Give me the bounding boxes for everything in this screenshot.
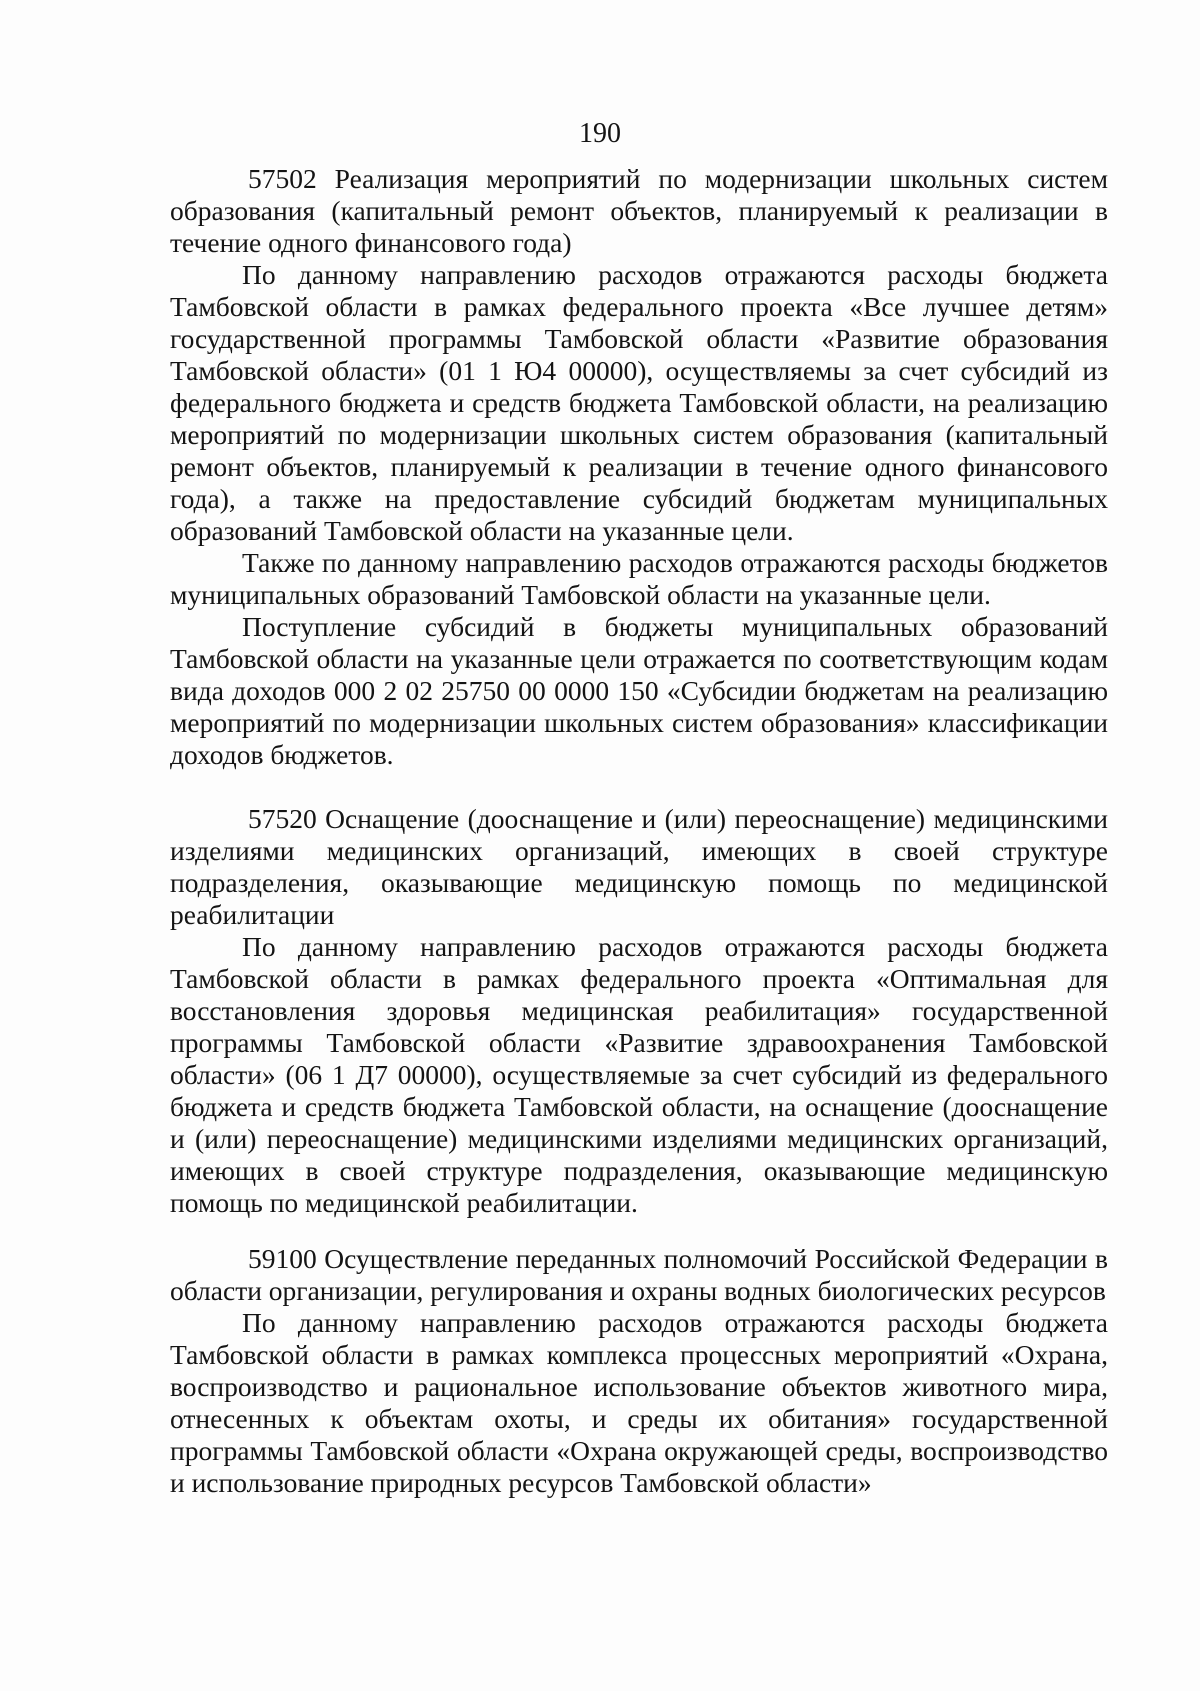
section-spacer bbox=[170, 1219, 1108, 1243]
section-heading: 57520 Оснащение (дооснащение и (или) переоснащение) медицинскими изделиями медицинских организаций, имеющих в своей структуре подразделения, оказывающие медицинскую помощь по медицинской реабилитации bbox=[170, 803, 1108, 930]
paragraph: По данному направлению расходов отражаются расходы бюджета Тамбовской области в рамках федерального проекта «Все лучшее детям» государственной программы Тамбовской области «Развитие образования Тамбовской области» (01 1 Ю4 00000), осуществляемы за счет субсидий из федерального бюджета и средств бюджета Тамбовской области, на реализацию мероприятий по модернизации школьных систем образования (капитальный ремонт объектов, планируемый к реализации в течение одного финансового года), а также на предоставление субсидий бюджетам муниципальных образований Тамбовской области на указанные цели. bbox=[170, 259, 1108, 546]
paragraph: По данному направлению расходов отражаются расходы бюджета Тамбовской области в рамках федерального проекта «Оптимальная для восстановления здоровья медицинская реабилитация» государственной программы Тамбовской области «Развитие здравоохранения Тамбовской области» (06 1 Д7 00000), осуществляемые за счет субсидий из федерального бюджета и средств бюджета Тамбовской области, на оснащение (дооснащение и (или) переоснащение) медицинскими изделиями медицинских организаций, имеющих в своей структуре подразделения, оказывающие медицинскую помощь по медицинской реабилитации. bbox=[170, 931, 1108, 1218]
paragraph: Поступление субсидий в бюджеты муниципальных образований Тамбовской области на указанные цели отражается по соответствующим кодам вида доходов 000 2 02 25750 00 0000 150 «Субсидии бюджетам на реализацию мероприятий по модернизации школьных систем образования» классификации доходов бюджетов. bbox=[170, 611, 1108, 770]
section-heading: 59100 Осуществление переданных полномочий Российской Федерации в области организации, регулирования и охраны водных биологических ресурсов bbox=[170, 1243, 1108, 1306]
section-heading: 57502 Реализация мероприятий по модернизации школьных систем образования (капитальный ремонт объектов, планируемый к реализации в течение одного финансового года) bbox=[170, 163, 1108, 258]
paragraph: Также по данному направлению расходов отражаются расходы бюджетов муниципальных образований Тамбовской области на указанные цели. bbox=[170, 547, 1108, 610]
document-body bbox=[170, 163, 1108, 1499]
section-59100 bbox=[170, 1243, 1108, 1499]
section-spacer bbox=[170, 771, 1108, 803]
paragraph: По данному направлению расходов отражаются расходы бюджета Тамбовской области в рамках комплекса процессных мероприятий «Охрана, воспроизводство и рациональное использование объектов животного мира, отнесенных к объектам охоты, и среды их обитания» государственной программы Тамбовской области «Охрана окружающей среды, воспроизводство и использование природных ресурсов Тамбовской области» bbox=[170, 1307, 1108, 1498]
section-57520 bbox=[170, 803, 1108, 1219]
page-number: 190 bbox=[579, 118, 621, 149]
section-57502 bbox=[170, 163, 1108, 771]
